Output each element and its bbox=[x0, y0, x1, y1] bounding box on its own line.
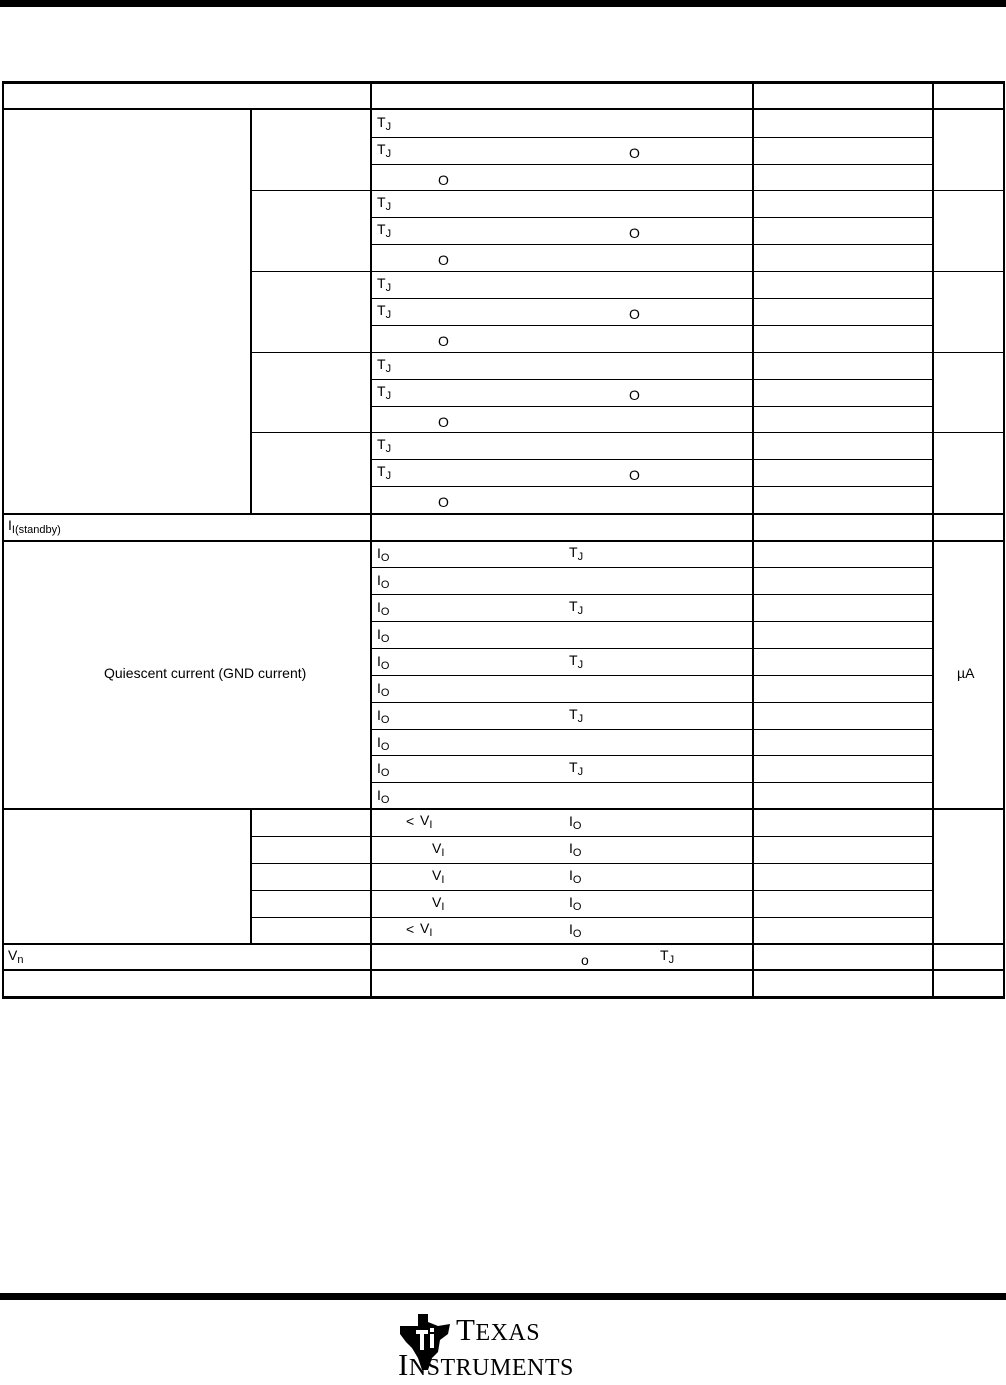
symbol: T bbox=[660, 947, 669, 963]
symbol: I bbox=[377, 760, 381, 776]
unit-label bbox=[957, 665, 974, 681]
logo-text: NSTRUMENTS bbox=[408, 1355, 574, 1381]
condition-lt bbox=[406, 813, 414, 829]
symbol: I bbox=[377, 680, 381, 696]
texas-instruments-logo bbox=[398, 1312, 608, 1384]
subscript: n bbox=[17, 954, 24, 966]
condition-tj bbox=[660, 947, 675, 966]
condition-io bbox=[569, 867, 582, 886]
condition-io bbox=[377, 707, 390, 726]
subscript: I bbox=[429, 819, 433, 831]
subscript: O bbox=[572, 847, 582, 859]
subscript: J bbox=[577, 605, 584, 617]
condition-tj bbox=[377, 141, 392, 160]
symbol: T bbox=[377, 114, 386, 130]
row-rule bbox=[372, 621, 933, 622]
symbol: O bbox=[629, 467, 640, 483]
subscript: J bbox=[385, 390, 392, 402]
symbol: T bbox=[377, 463, 386, 479]
condition-vi bbox=[432, 840, 445, 859]
subscript: J bbox=[385, 121, 392, 133]
row-rule bbox=[250, 917, 934, 918]
symbol: I bbox=[377, 626, 381, 642]
symbol: O bbox=[438, 333, 449, 349]
symbol: I bbox=[569, 840, 573, 856]
subscript: J bbox=[577, 713, 584, 725]
condition-io bbox=[377, 545, 390, 564]
subscript: J bbox=[577, 551, 584, 563]
condition-io bbox=[569, 921, 582, 940]
symbol: T bbox=[377, 141, 386, 157]
row-rule bbox=[372, 137, 933, 138]
subscript: O bbox=[380, 606, 390, 618]
section-rule bbox=[2, 969, 1005, 971]
symbol: I bbox=[377, 545, 381, 561]
subscript: O bbox=[572, 928, 582, 940]
symbol: T bbox=[377, 194, 386, 210]
subscript: J bbox=[385, 282, 392, 294]
symbol: O bbox=[629, 145, 640, 161]
subscript: O bbox=[380, 687, 390, 699]
condition-vi bbox=[432, 894, 445, 913]
condition-io bbox=[377, 760, 390, 779]
condition-o bbox=[629, 225, 640, 241]
condition-vi bbox=[420, 812, 433, 831]
row-rule bbox=[372, 244, 933, 245]
subscript: O bbox=[380, 767, 390, 779]
subgroup-rule bbox=[250, 271, 372, 272]
subscript: O bbox=[572, 820, 582, 832]
condition-io bbox=[569, 813, 582, 832]
section-rule bbox=[2, 513, 1005, 515]
subscript: J bbox=[385, 201, 392, 213]
row-rule bbox=[372, 325, 933, 326]
condition-io bbox=[569, 840, 582, 859]
table-top-border bbox=[2, 81, 1005, 84]
row-rule bbox=[372, 217, 933, 218]
row-rule bbox=[372, 379, 933, 380]
symbol: I bbox=[377, 787, 381, 803]
row-rule bbox=[372, 271, 933, 272]
symbol: O bbox=[629, 387, 640, 403]
symbol: I bbox=[569, 894, 573, 910]
symbol: I bbox=[377, 599, 381, 615]
symbol: o bbox=[581, 952, 589, 968]
unit-rule bbox=[932, 432, 1005, 433]
condition-tj bbox=[377, 275, 392, 294]
subscript: J bbox=[385, 470, 392, 482]
row-rule bbox=[372, 164, 933, 165]
row-rule bbox=[372, 459, 933, 460]
symbol: V bbox=[420, 920, 430, 936]
condition-tj bbox=[377, 194, 392, 213]
symbol: µA bbox=[957, 665, 975, 681]
condition-io bbox=[569, 894, 582, 913]
row-rule bbox=[372, 755, 933, 756]
subscript: J bbox=[385, 363, 392, 375]
table-bottom-border bbox=[2, 996, 1005, 999]
condition-tj bbox=[377, 463, 392, 482]
logo-text: EXAS bbox=[475, 1320, 541, 1346]
section-rule bbox=[2, 808, 1005, 810]
subscript: I bbox=[441, 874, 445, 886]
symbol: O bbox=[629, 306, 640, 322]
row-rule bbox=[372, 432, 933, 433]
logo-text: I bbox=[398, 1347, 409, 1382]
row-rule bbox=[372, 729, 933, 730]
subgroup-rule bbox=[250, 352, 372, 353]
symbol: O bbox=[438, 414, 449, 430]
condition-o bbox=[581, 952, 589, 968]
condition-tj bbox=[569, 652, 584, 671]
condition-o bbox=[629, 306, 640, 322]
subscript: J bbox=[577, 659, 584, 671]
sub-col-rule bbox=[250, 808, 252, 944]
row-rule bbox=[372, 406, 933, 407]
subscript: O bbox=[572, 901, 582, 913]
symbol: V bbox=[432, 894, 442, 910]
condition-vi bbox=[420, 920, 433, 939]
symbol: T bbox=[569, 759, 578, 775]
symbol: O bbox=[629, 225, 640, 241]
condition-o bbox=[438, 414, 449, 430]
condition-o bbox=[438, 494, 449, 510]
symbol: T bbox=[377, 275, 386, 291]
symbol: I bbox=[377, 734, 381, 750]
top-rule bbox=[0, 0, 1006, 7]
bottom-rule bbox=[0, 1293, 1006, 1300]
condition-tj bbox=[569, 544, 584, 563]
symbol: T bbox=[569, 598, 578, 614]
condition-lt bbox=[406, 921, 414, 937]
subscript: O bbox=[380, 660, 390, 672]
subscript: O bbox=[380, 794, 390, 806]
row-rule bbox=[372, 352, 933, 353]
condition-tj bbox=[377, 356, 392, 375]
subscript: I bbox=[441, 847, 445, 859]
symbol: T bbox=[569, 544, 578, 560]
condition-o bbox=[629, 387, 640, 403]
symbol: < bbox=[406, 921, 415, 937]
unit-rule bbox=[932, 190, 1005, 191]
condition-o bbox=[438, 333, 449, 349]
symbol: < bbox=[406, 813, 415, 829]
row-rule bbox=[372, 298, 933, 299]
row-rule bbox=[372, 594, 933, 595]
subscript: O bbox=[380, 714, 390, 726]
subscript: I bbox=[429, 927, 433, 939]
subgroup-rule bbox=[250, 190, 372, 191]
condition-o bbox=[438, 172, 449, 188]
symbol: I bbox=[569, 921, 573, 937]
condition-vi bbox=[432, 867, 445, 886]
subscript: J bbox=[577, 766, 584, 778]
row-rule bbox=[372, 190, 933, 191]
subscript: J bbox=[385, 228, 392, 240]
standby-param bbox=[8, 517, 61, 536]
symbol: O bbox=[438, 494, 449, 510]
symbol: V bbox=[432, 840, 442, 856]
symbol: Quiescent current (GND current) bbox=[104, 665, 307, 681]
section-rule bbox=[2, 540, 1005, 542]
section-rule bbox=[2, 943, 1005, 945]
condition-tj bbox=[377, 436, 392, 455]
subscript: I(standby) bbox=[11, 524, 61, 536]
condition-io bbox=[377, 653, 390, 672]
subscript: O bbox=[380, 579, 390, 591]
row-rule bbox=[372, 782, 933, 783]
subscript: J bbox=[385, 309, 392, 321]
symbol: O bbox=[438, 172, 449, 188]
row-rule bbox=[250, 890, 934, 891]
condition-io bbox=[377, 787, 390, 806]
subscript: J bbox=[668, 954, 675, 966]
logo-text: T bbox=[456, 1312, 476, 1347]
condition-o bbox=[629, 467, 640, 483]
condition-tj bbox=[377, 383, 392, 402]
condition-tj bbox=[569, 598, 584, 617]
condition-tj bbox=[569, 759, 584, 778]
symbol: V bbox=[8, 947, 18, 963]
row-rule bbox=[372, 675, 933, 676]
subscript: O bbox=[380, 633, 390, 645]
symbol: T bbox=[377, 302, 386, 318]
row-rule bbox=[372, 702, 933, 703]
subscript: I bbox=[441, 901, 445, 913]
row-rule bbox=[250, 836, 934, 837]
unit-rule bbox=[932, 352, 1005, 353]
row-rule bbox=[250, 863, 934, 864]
subscript: J bbox=[385, 148, 392, 160]
row-rule bbox=[372, 486, 933, 487]
condition-o bbox=[629, 145, 640, 161]
sub-col-rule bbox=[250, 110, 252, 514]
symbol: I bbox=[377, 707, 381, 723]
symbol: I bbox=[8, 517, 12, 533]
header-rule bbox=[2, 108, 1005, 110]
condition-io bbox=[377, 626, 390, 645]
subscript: O bbox=[380, 741, 390, 753]
symbol: I bbox=[569, 867, 573, 883]
symbol: T bbox=[377, 356, 386, 372]
condition-tj bbox=[569, 706, 584, 725]
condition-tj bbox=[377, 302, 392, 321]
symbol: T bbox=[377, 383, 386, 399]
symbol: I bbox=[377, 653, 381, 669]
condition-io bbox=[377, 572, 390, 591]
symbol: I bbox=[377, 572, 381, 588]
symbol: T bbox=[569, 706, 578, 722]
symbol: V bbox=[420, 812, 430, 828]
row-rule bbox=[372, 648, 933, 649]
symbol: T bbox=[377, 221, 386, 237]
symbol: I bbox=[569, 813, 573, 829]
quiescent-label bbox=[104, 665, 306, 681]
symbol: T bbox=[377, 436, 386, 452]
subscript: O bbox=[380, 552, 390, 564]
symbol: T bbox=[569, 652, 578, 668]
condition-tj bbox=[377, 114, 392, 133]
condition-io bbox=[377, 680, 390, 699]
condition-o bbox=[438, 252, 449, 268]
condition-io bbox=[377, 599, 390, 618]
vn-param bbox=[8, 947, 24, 966]
subscript: J bbox=[385, 443, 392, 455]
condition-tj bbox=[377, 221, 392, 240]
subscript: O bbox=[572, 874, 582, 886]
symbol: V bbox=[432, 867, 442, 883]
subgroup-rule bbox=[250, 432, 372, 433]
symbol: O bbox=[438, 252, 449, 268]
condition-io bbox=[377, 734, 390, 753]
row-rule bbox=[372, 567, 933, 568]
unit-rule bbox=[932, 271, 1005, 272]
